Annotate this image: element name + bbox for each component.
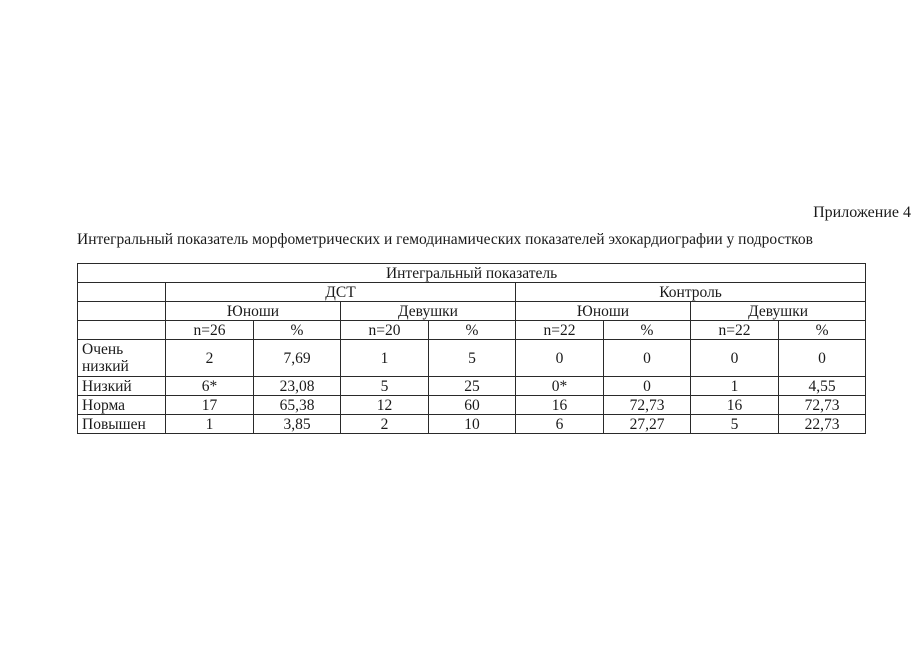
empty-header-cell [78,302,166,321]
row-label: Низкий [78,377,166,396]
table-cell: 5 [429,340,516,377]
table-cell: 1 [341,340,429,377]
group-header-dst: ДСТ [166,283,516,302]
table-cell: 0 [604,340,691,377]
table-cell: 0 [604,377,691,396]
table-cell: 16 [691,396,779,415]
table-cell: 22,73 [779,415,866,434]
subgroup-header: Девушки [691,302,866,321]
table-title-row [78,264,866,283]
table-cell: 2 [166,340,254,377]
table-cell: 12 [341,396,429,415]
table-cell: 10 [429,415,516,434]
column-header: n=22 [516,321,604,340]
table-cell: 0 [516,340,604,377]
empty-header-cell [78,321,166,340]
row-label: Норма [78,396,166,415]
table-cell: 5 [691,415,779,434]
subgroup-header: Юноши [166,302,341,321]
table-caption: Интегральный показатель морфометрических и гемодинамических показателей эхокардиографии у подростков [77,231,813,248]
table-cell: 5 [341,377,429,396]
table-cell: 27,27 [604,415,691,434]
subgroup-header: Юноши [516,302,691,321]
empty-header-cell [78,283,166,302]
table-cell: 16 [516,396,604,415]
column-header: % [604,321,691,340]
table-cell: 6 [516,415,604,434]
table-cell: 65,38 [254,396,341,415]
column-header: % [254,321,341,340]
table-cell: 1 [166,415,254,434]
column-header: % [429,321,516,340]
table-row [78,396,866,415]
column-header-row [78,321,866,340]
table-row [78,377,866,396]
table-cell: 2 [341,415,429,434]
column-header: n=20 [341,321,429,340]
table-cell: 72,73 [604,396,691,415]
table-cell: 0 [691,340,779,377]
data-table [77,263,866,434]
table-cell: 1 [691,377,779,396]
table-cell: 6* [166,377,254,396]
table-cell: 25 [429,377,516,396]
table-cell: 17 [166,396,254,415]
table-row [78,415,866,434]
table-cell: 60 [429,396,516,415]
table-cell: 4,55 [779,377,866,396]
table-row [78,340,866,377]
column-header: n=26 [166,321,254,340]
appendix-label: Приложение 4 [813,204,911,221]
row-label: Повышен [78,415,166,434]
table-cell: 0* [516,377,604,396]
subgroup-header: Девушки [341,302,516,321]
row-label: Очень низкий [78,340,166,377]
table-cell: 0 [779,340,866,377]
group-header-control: Контроль [516,283,866,302]
column-header: % [779,321,866,340]
column-header: n=22 [691,321,779,340]
table-title: Интегральный показатель [78,264,866,283]
table-cell: 3,85 [254,415,341,434]
table-cell: 23,08 [254,377,341,396]
table-cell: 72,73 [779,396,866,415]
group-header-row [78,283,866,302]
table-cell: 7,69 [254,340,341,377]
subgroup-header-row [78,302,866,321]
